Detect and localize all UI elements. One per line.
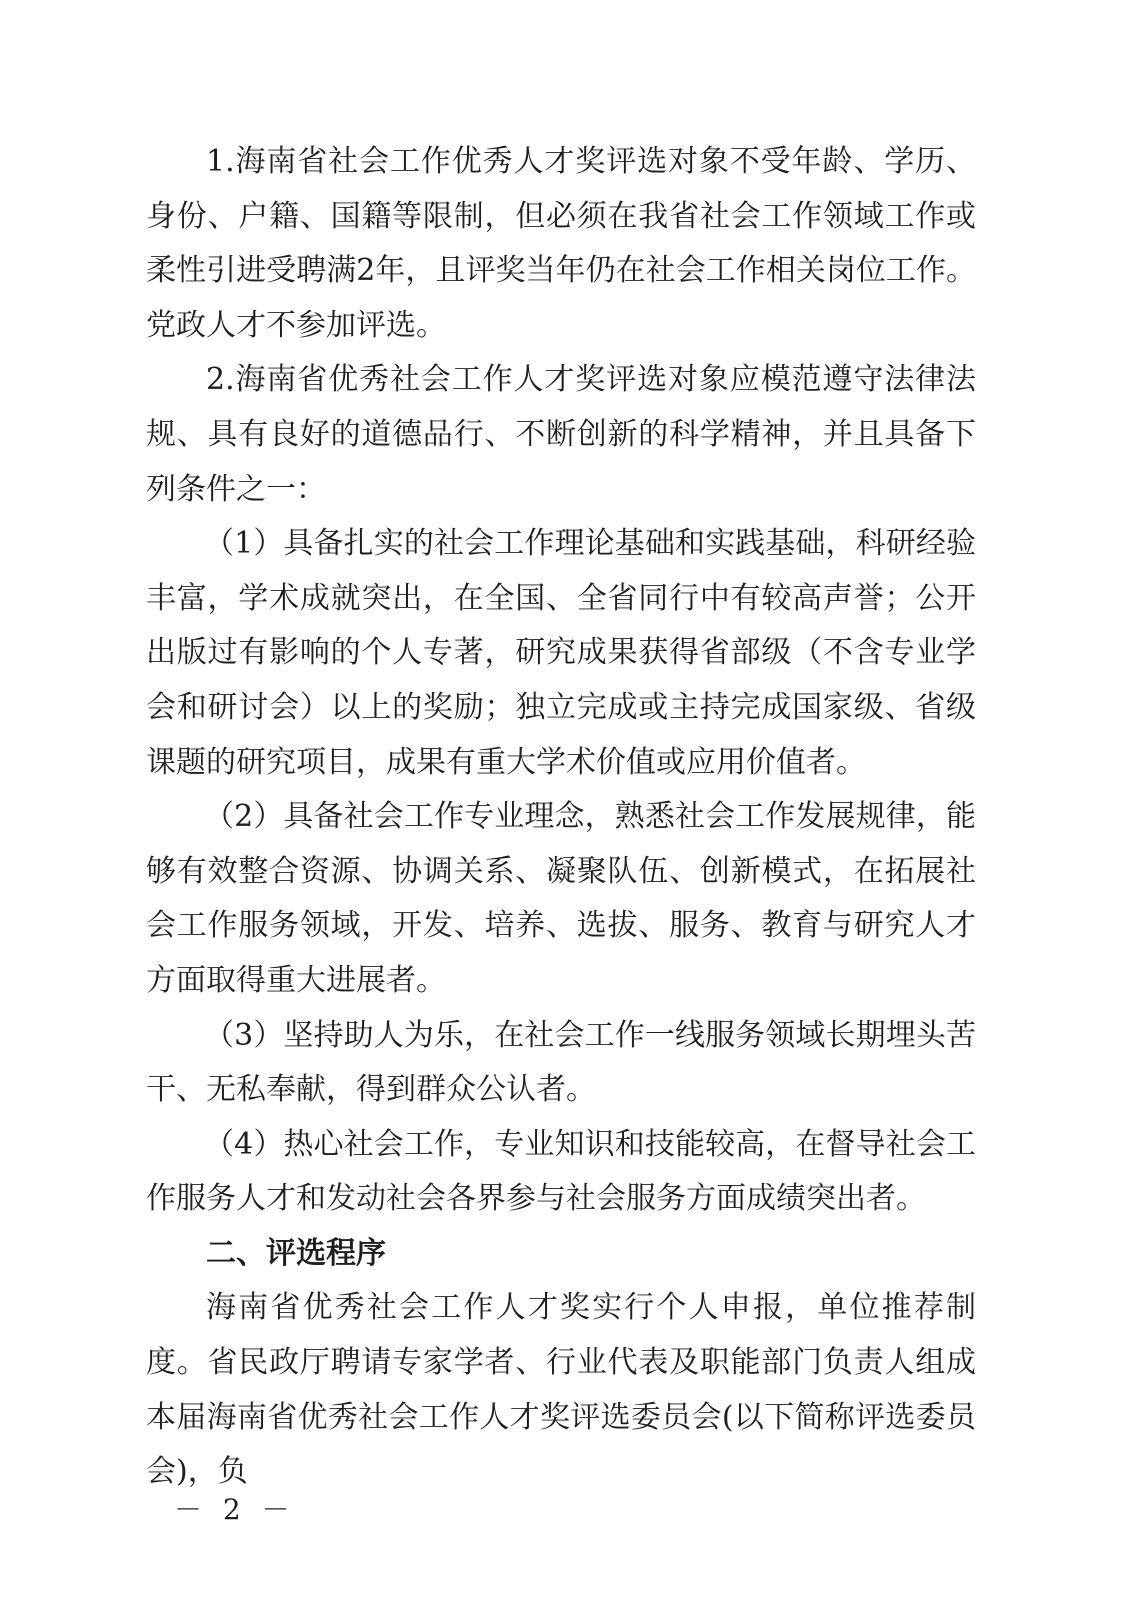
- paragraph-criteria-1: 1.海南省社会工作优秀人才奖评选对象不受年龄、学历、身份、户籍、国籍等限制，但必须在我省社会工作领域工作或柔性引进受聘满2年，且评奖当年仍在社会工作相关岗位工作。党政人才不参加评选。: [146, 144, 976, 343]
- paragraph-procedure: 海南省优秀社会工作人才奖实行个人申报，单位推荐制度。省民政厅聘请专家学者、行业代表及职能部门负责人组成本届海南省优秀社会工作人才奖评选委员会(以下简称评选委员会)，负: [146, 1290, 976, 1490]
- paragraph-condition-1: （1）具备扎实的社会工作理论基础和实践基础，科研经验丰富，学术成就突出，在全国、全省同行中有较高声誉；公开出版过有影响的个人专著，研究成果获得省部级（不含专业学会和研讨会）以上的奖励；独立完成或主持完成国家级、省级课题的研究项目，成果有重大学术价值或应用价值者。: [146, 526, 976, 780]
- section-heading: 二、评选程序: [206, 1235, 386, 1271]
- page-number: － 2 －: [174, 1493, 296, 1526]
- paragraph-condition-4: （4）热心社会工作，专业知识和技能较高，在督导社会工作服务人才和发动社会各界参与社会服务方面成绩突出者。: [146, 1126, 976, 1217]
- paragraph-condition-3: （3）坚持助人为乐，在社会工作一线服务领域长期埋头苦干、无私奉献，得到群众公认者。: [146, 1017, 976, 1108]
- paragraph-criteria-2: 2.海南省优秀社会工作人才奖评选对象应模范遵守法律法规、具有良好的道德品行、不断创新的科学精神，并且具备下列条件之一：: [146, 362, 976, 507]
- document-body: [146, 135, 976, 1500]
- paragraph-condition-2: （2）具备社会工作专业理念，熟悉社会工作发展规律，能够有效整合资源、协调关系、凝聚队伍、创新模式，在拓展社会工作服务领域，开发、培养、选拔、服务、教育与研究人才方面取得重大进展者。: [146, 799, 976, 998]
